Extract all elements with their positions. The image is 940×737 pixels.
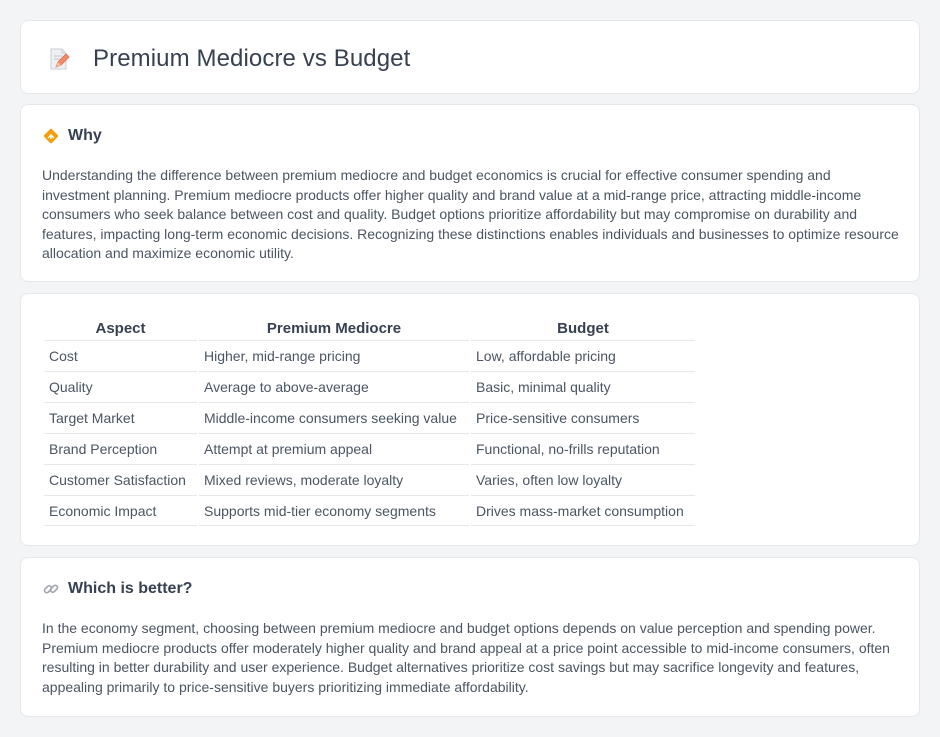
table-cell-budget: Basic, minimal quality xyxy=(471,371,695,402)
table-cell-budget: Drives mass-market consumption xyxy=(471,495,695,526)
which-is-better-card xyxy=(20,557,920,717)
table-cell-premium: Mixed reviews, moderate loyalty xyxy=(199,464,469,495)
table-row xyxy=(44,340,695,371)
why-card xyxy=(20,104,920,282)
table-cell-aspect: Cost xyxy=(44,340,197,371)
comparison-card xyxy=(20,293,920,546)
table-cell-budget: Varies, often low loyalty xyxy=(471,464,695,495)
link-icon xyxy=(42,580,60,598)
column-header-premium-mediocre: Premium Mediocre xyxy=(266,320,402,337)
column-header-budget: Budget xyxy=(557,320,609,337)
table-cell-aspect: Target Market xyxy=(44,402,197,433)
table-cell-aspect: Quality xyxy=(44,371,197,402)
table-cell-aspect: Customer Satisfaction xyxy=(44,464,197,495)
comparison-table xyxy=(42,316,697,526)
table-row xyxy=(44,371,695,402)
page-title: Premium Mediocre vs Budget xyxy=(93,45,411,72)
table-cell-premium: Attempt at premium appeal xyxy=(199,433,469,464)
table-cell-premium: Average to above-average xyxy=(199,371,469,402)
diamond-sign-icon xyxy=(42,127,60,145)
title-row xyxy=(47,45,410,73)
table-cell-budget: Functional, no-frills reputation xyxy=(471,433,695,464)
why-header xyxy=(42,127,102,145)
document-pencil-icon xyxy=(47,47,71,71)
why-heading: Why xyxy=(68,127,102,144)
table-cell-premium: Supports mid-tier economy segments xyxy=(199,495,469,526)
table-cell-aspect: Brand Perception xyxy=(44,433,197,464)
table-cell-aspect: Economic Impact xyxy=(44,495,197,526)
table-cell-budget: Price-sensitive consumers xyxy=(471,402,695,433)
column-header-aspect: Aspect xyxy=(95,320,146,337)
table-cell-premium: Middle-income consumers seeking value xyxy=(199,402,469,433)
which-is-better-heading: Which is better? xyxy=(68,580,193,597)
which-is-better-header xyxy=(42,580,192,598)
table-header-row xyxy=(44,316,695,340)
table-row xyxy=(44,495,695,526)
table-cell-budget: Low, affordable pricing xyxy=(471,340,695,371)
table-row xyxy=(44,402,695,433)
which-is-better-body: In the economy segment, choosing between premium mediocre and budget options depends on value perception and spending power. Premium mediocre products offer moderately higher quality and brand appeal at a price point accessible to mid-income consumers, often resulting in better durability and user experience. Budget alternatives prioritize cost savings but may sacrifice longevity and features, appealing primarily to price-sensitive buyers prioritizing immediate affordability. xyxy=(42,620,890,695)
table-row xyxy=(44,433,695,464)
table-cell-premium: Higher, mid-range pricing xyxy=(199,340,469,371)
title-card xyxy=(20,20,920,94)
table-row xyxy=(44,464,695,495)
why-body: Understanding the difference between premium mediocre and budget economics is crucial for effective consumer spending and investment planning. Premium mediocre products offer higher quality and brand value at a mid-range price, attracting middle-income consumers who seek balance between cost and quality. Budget options prioritize affordability but may compromise on durability and features, impacting long-term economic decisions. Recognizing these distinctions enables individuals and businesses to optimize resource allocation and maximize economic utility. xyxy=(42,167,899,262)
